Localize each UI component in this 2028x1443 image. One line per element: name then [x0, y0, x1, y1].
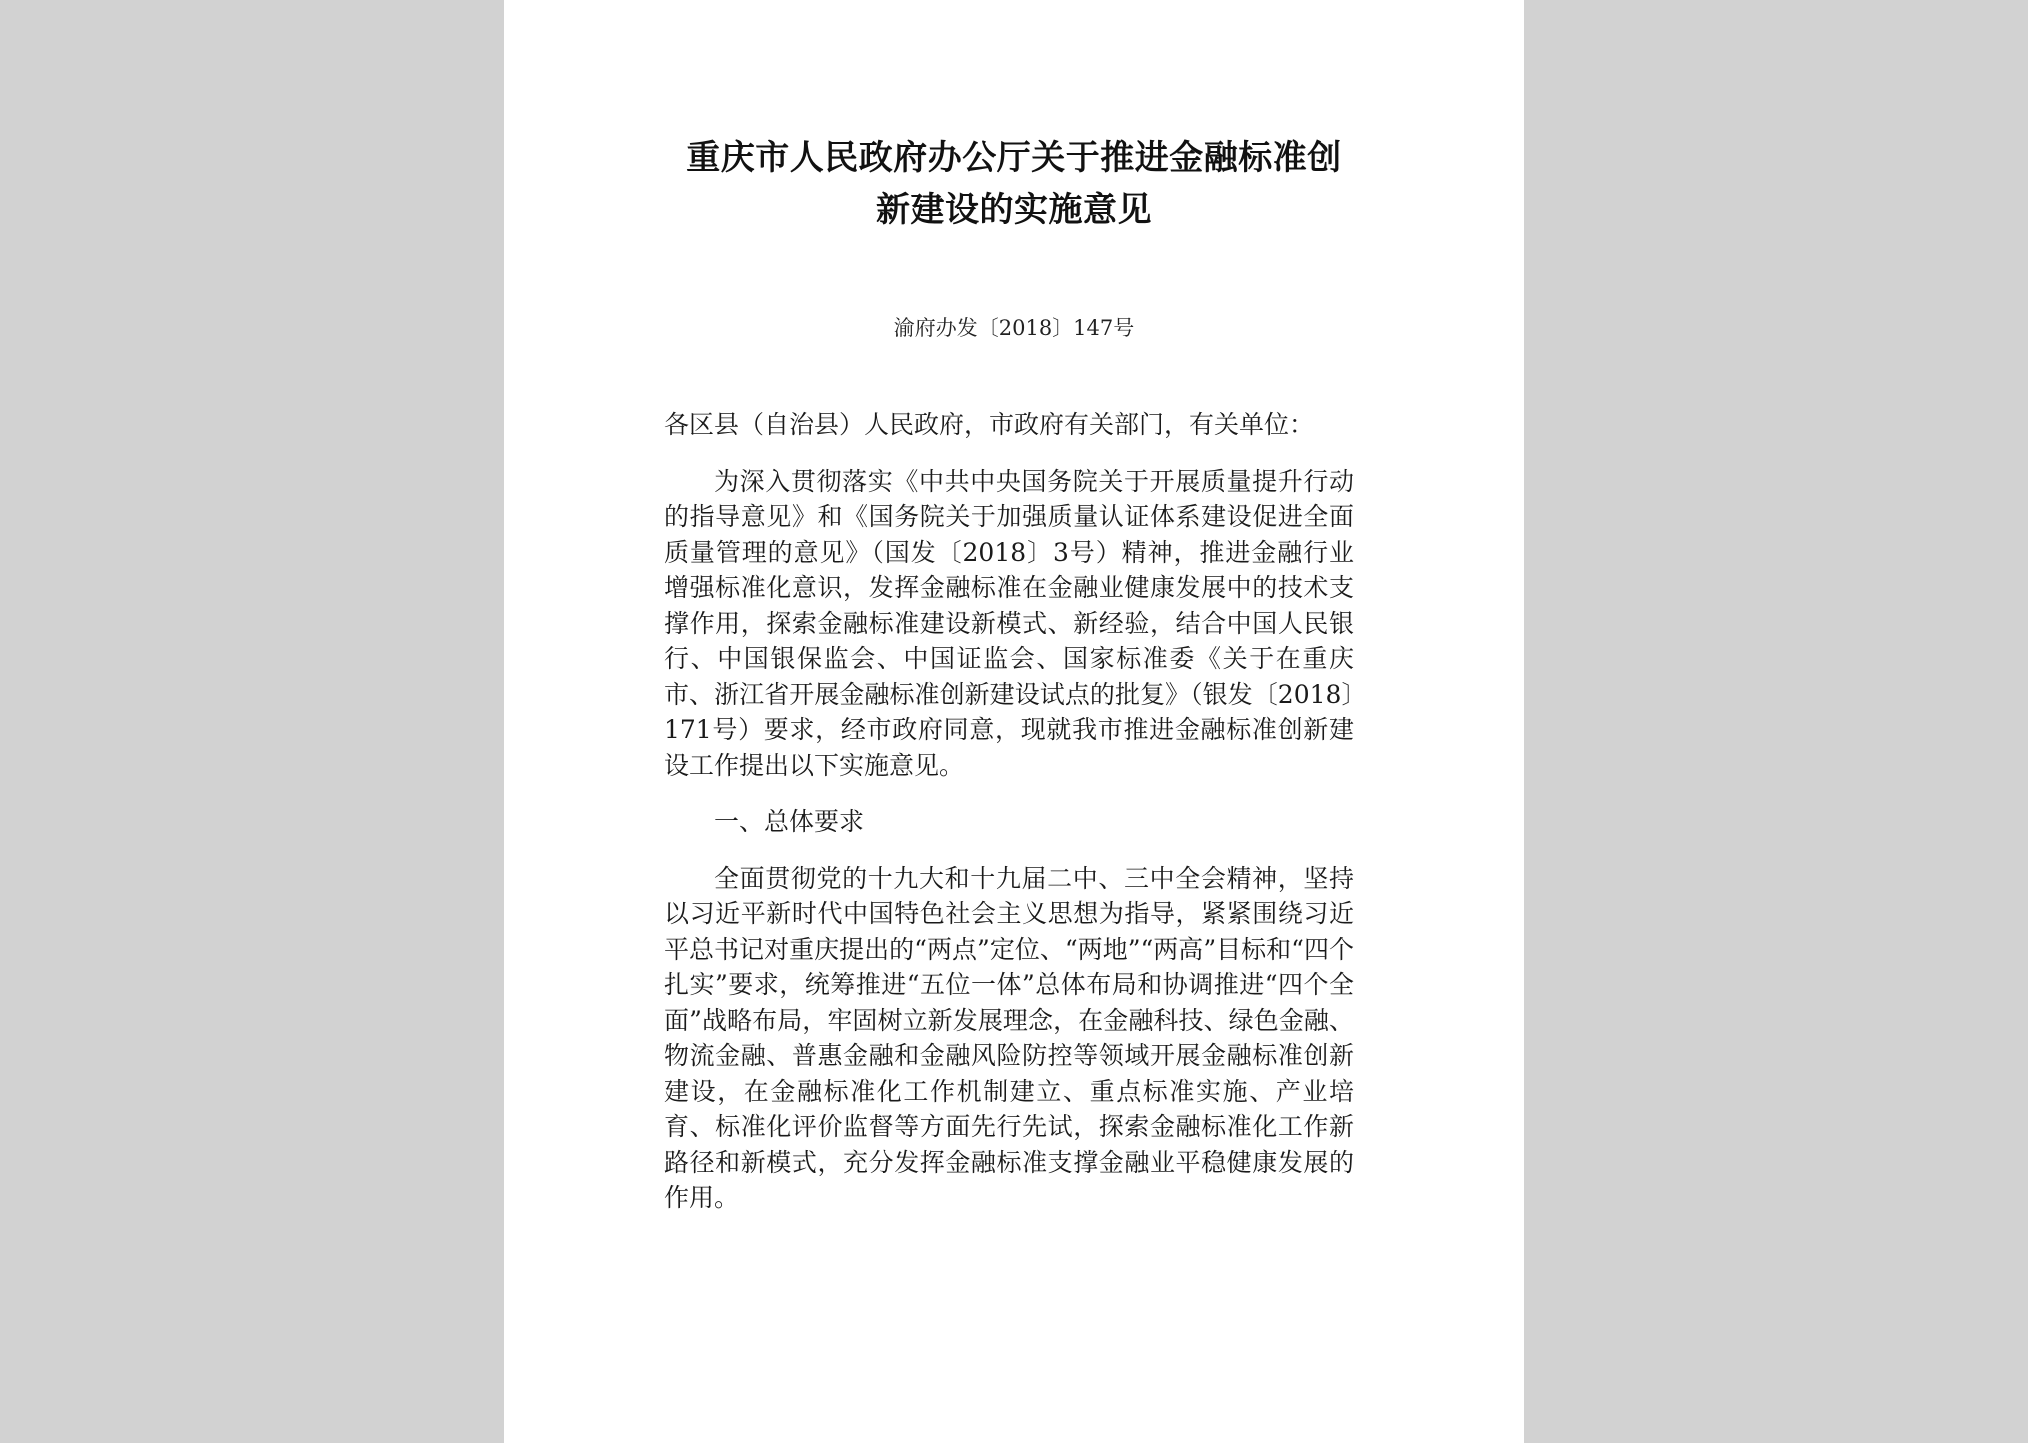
- paragraph-intro: 为深入贯彻落实《中共中央国务院关于开展质量提升行动的指导意见》和《国务院关于加强质量认证体系建设促进全面质量管理的意见》（国发〔2018〕3号）精神，推进金融行业增强标准化意识，发挥金融标准在金融业健康发展中的技术支撑作用，探索金融标准建设新模式、新经验，结合中国人民银行、中国银保监会、中国证监会、国家标准委《关于在重庆市、浙江省开展金融标准创新建设试点的批复》（银发〔2018〕171号）要求，经市政府同意，现就我市推进金融标准创新建设工作提出以下实施意见。: [664, 466, 1354, 780]
- section-heading-1: 一、总体要求: [714, 807, 865, 836]
- addressee: 各区县（自治县）人民政府，市政府有关部门，有关单位：: [664, 410, 1315, 439]
- document-page: [504, 0, 1524, 1443]
- title-line-1: 重庆市人民政府办公厅关于推进金融标准创: [686, 138, 1342, 178]
- document-number: 渝府办发〔2018〕147号: [893, 316, 1135, 340]
- document-title: [664, 132, 1364, 236]
- title-line-2: 新建设的实施意见: [876, 190, 1152, 230]
- paragraph-general-requirements: 全面贯彻党的十九大和十九届二中、三中全会精神，坚持以习近平新时代中国特色社会主义思想为指导，紧紧围绕习近平总书记对重庆提出的“两点”定位、“两地”“两高”目标和“四个扎实”要求，统筹推进“五位一体”总体布局和协调推进“四个全面”战略布局，牢固树立新发展理念，在金融科技、绿色金融、物流金融、普惠金融和金融风险防控等领域开展金融标准创新建设，在金融标准化工作机制建立、重点标准实施、产业培育、标准化评价监督等方面先行先试，探索金融标准化工作新路径和新模式，充分发挥金融标准支撑金融业平稳健康发展的作用。: [664, 863, 1354, 1212]
- document-body: [664, 407, 1354, 1237]
